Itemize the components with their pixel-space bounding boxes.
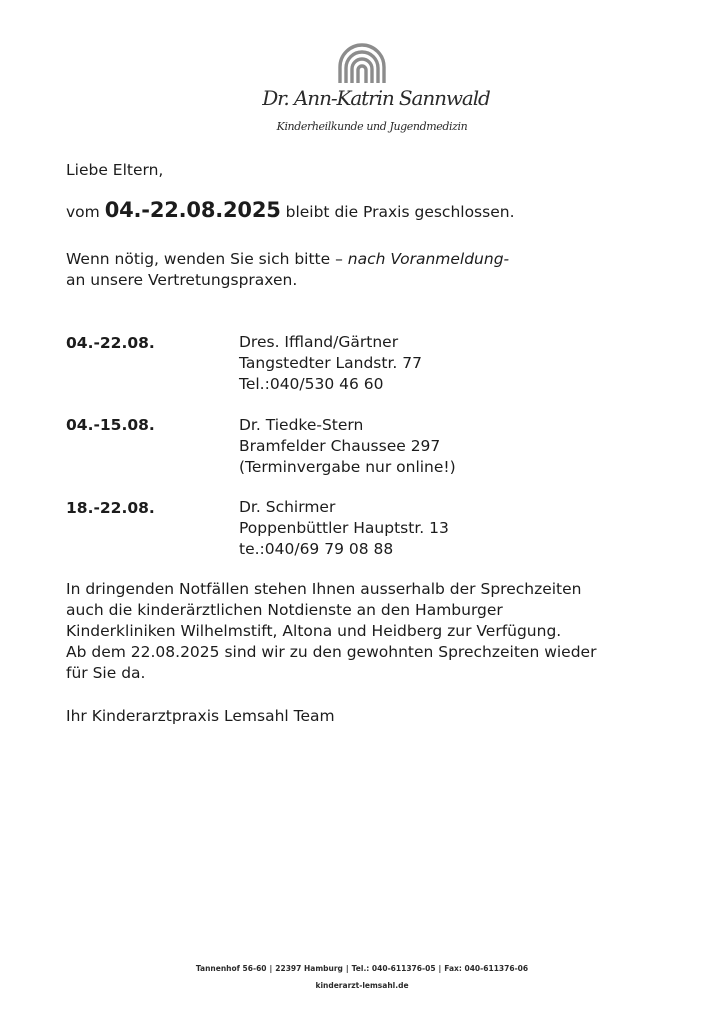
substitute-street: Poppenbüttler Hauptstr. 13 (239, 519, 449, 537)
paragraph-line: In dringenden Notfällen stehen Ihnen ausserhalb der Sprechzeiten (66, 580, 582, 598)
substitute-address (239, 497, 449, 560)
paragraph-line: Kinderkliniken Wilhelmstift, Altona und Heidberg zur Verfügung. (66, 622, 562, 640)
substitute-note: (Terminvergabe nur online!) (239, 458, 456, 476)
footer-contact (0, 960, 724, 977)
closure-suffix: bleibt die Praxis geschlossen. (285, 203, 515, 221)
substitute-street: Bramfelder Chaussee 297 (239, 437, 441, 455)
emergency-paragraph (66, 579, 596, 684)
footer-street: Tannenhof 56-60 (195, 964, 267, 973)
closure-notice (66, 200, 515, 223)
footer-phone: Tel.: 040-611376-05 (351, 964, 436, 973)
intro-line2: an unsere Vertretungspraxen. (66, 271, 298, 289)
footer-separator: | (269, 964, 273, 973)
intro-line1: Wenn nötig, wenden Sie sich bitte – (66, 250, 343, 268)
footer-separator: | (438, 964, 442, 973)
closure-dates: 04.-22.08.2025 (104, 198, 281, 222)
substitute-phone: te.:040/69 79 08 88 (239, 540, 394, 558)
substitute-dates: 04.-15.08. (66, 416, 155, 434)
footer-website[interactable]: kinderarzt-lemsahl.de (315, 981, 409, 990)
footer-fax: Fax: 040-611376-06 (444, 964, 529, 973)
signature: Ihr Kinderarztpraxis Lemsahl Team (66, 707, 335, 725)
paragraph-line: für Sie da. (66, 664, 146, 682)
substitute-dates: 18.-22.08. (66, 499, 155, 517)
substitute-dates: 04.-22.08. (66, 334, 155, 352)
rainbow-icon (336, 43, 388, 83)
substitute-name: Dr. Schirmer (239, 498, 336, 516)
footer (0, 960, 724, 994)
doctor-name: Dr. Ann-Katrin Sannwald (262, 86, 490, 110)
footer-separator: | (345, 964, 349, 973)
substitute-name: Dr. Tiedke-Stern (239, 416, 364, 434)
footer-city: 22397 Hamburg (275, 964, 343, 973)
substitute-address (239, 415, 456, 478)
closure-prefix: vom (66, 203, 100, 221)
intro-emphasis: nach Voranmeldung- (347, 250, 510, 268)
paragraph-line: auch die kinderärztlichen Notdienste an den Hamburger (66, 601, 503, 619)
paragraph-line: Ab dem 22.08.2025 sind wir zu den gewohnten Sprechzeiten wieder (66, 643, 597, 661)
greeting: Liebe Eltern, (66, 161, 164, 179)
substitute-address (239, 332, 422, 395)
substitute-phone: Tel.:040/530 46 60 (239, 375, 384, 393)
substitute-name: Dres. Iffland/Gärtner (239, 333, 399, 351)
doctor-subtitle: Kinderheilkunde und Jugendmedizin (276, 120, 468, 133)
substitute-street: Tangstedter Landstr. 77 (239, 354, 422, 372)
intro-text (66, 249, 509, 291)
